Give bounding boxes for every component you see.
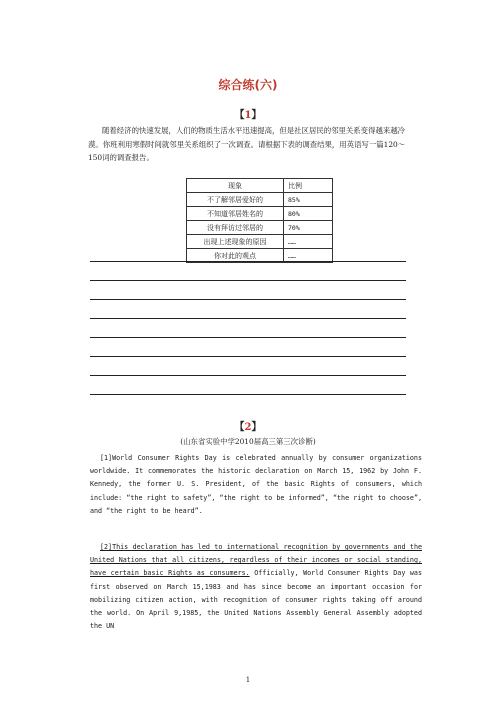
passage-paragraph-1 [90,452,422,518]
table-cell: …… [284,235,333,249]
writing-line [90,375,406,376]
passage-paragraph-2 [90,541,422,633]
table-cell: 80% [284,207,333,221]
writing-line [90,394,406,395]
table-cell: 70% [284,221,333,235]
bracket-close: 】 [251,422,262,433]
writing-line [90,299,406,300]
paragraph-text: Officially, World Consumer Rights Day was first observed on March 15,1983 and has since become an important occasion for mobilizing citizen action, with recognition of consumer rights taking off around the world. On April 9,1985, the United Nations Assembly General Assembly adopted the UN [90,569,422,631]
writing-line [90,261,406,262]
table-cell: 你对此的观点 [187,249,284,263]
section-2-label [0,418,496,433]
underlined-sentence: [2]This declaration has led to international recognition by governments and the United Nations that all citizens, regardless of their incomes or social standing, have certain basic Rights as consumers. [90,543,422,578]
page-number: 1 [245,676,251,684]
section-number: 2 [244,422,252,433]
table-header-cell: 现象 [187,179,284,193]
survey-table [186,178,333,263]
writing-line [90,318,406,319]
table-row [187,235,333,249]
table-cell: 没有拜访过邻居的 [187,221,284,235]
task-instructions: 随着经济的快速发展，人们的物质生活水平迅速提高，但是社区居民的邻里关系变得越来越冷漠。你班利用寒假时间就邻里关系组织了一次调查。请根据下表的调查结果，用英语写一篇120～150词的调查报告。 [88,126,406,162]
table-row [187,207,333,221]
bracket-close: 】 [251,110,262,121]
section-number: 1 [244,110,252,121]
table-row [187,221,333,235]
table-header-cell: 比例 [284,179,333,193]
paragraph-text: [1]World Consumer Rights Day is celebrated annually by consumer organizations worldwide. It commemorates the historic declaration on March 15, 1962 by John F. Kennedy, the former U. S. President, of the basic Rights of consumers, which include: “the right to safety”, “the right to be informed”, “the right to choose”, and “the right to be heard”. [90,454,422,515]
table-cell: 85% [284,193,333,207]
table-cell: 不知道邻居姓名的 [187,207,284,221]
table-header-row [187,179,333,193]
page-title: 综合练(六) [218,78,278,92]
bracket-open: 【 [234,110,245,121]
table-cell: …… [284,249,333,263]
section-1-label [0,106,496,121]
table-row [187,193,333,207]
bracket-open: 【 [234,422,245,433]
writing-line [90,356,406,357]
writing-line [90,337,406,338]
table-cell: 不了解邻居爱好的 [187,193,284,207]
writing-line [90,280,406,281]
source-note: (山东省实验中学2010届高三第三次诊断) [180,437,316,446]
table-cell: 出现上述现象的原因 [187,235,284,249]
